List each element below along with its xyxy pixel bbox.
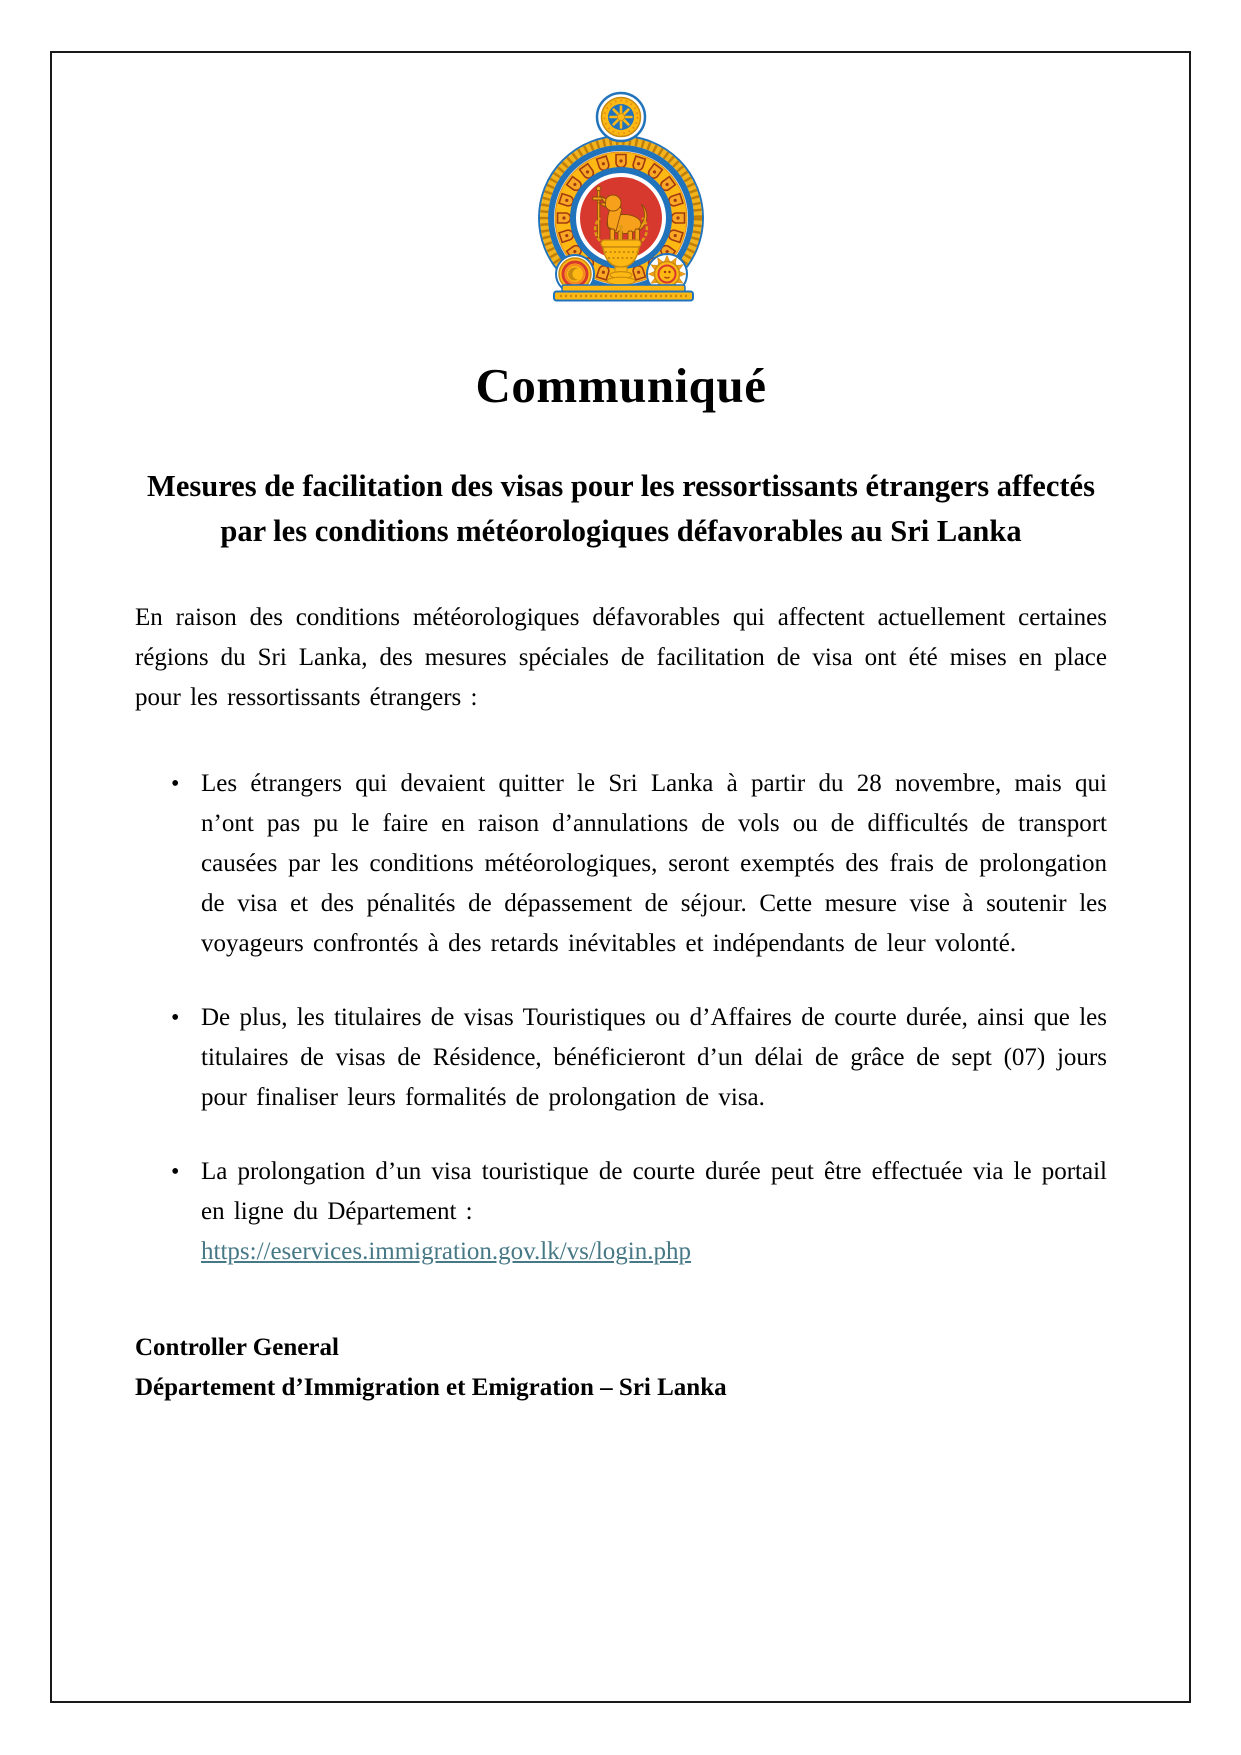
bullet-item-online-portal [171,1152,1107,1272]
bullet-item-grace-period [171,998,1107,1118]
bullet-marker: • [171,771,180,797]
signature-title: Controller General [135,1334,339,1361]
document-subtitle: Mesures de facilitation des visas pour les ressortissants étrangers affectés par les conditions météorologiques défavorables au Sri Lanka [147,469,1095,548]
signature-block [135,1328,1107,1408]
document-title: Communiqué [475,358,767,413]
sri-lanka-national-emblem-icon [536,91,706,311]
dharma-chakra-icon [597,93,645,141]
intro-paragraph: En raison des conditions météorologiques défavorables qui affectent actuellement certaines régions du Sri Lanka, des mesures spéciales de facilitation de visa ont été mises en place pour les ressortissants étrangers : [135,604,1107,711]
bullet-text: Les étrangers qui devaient quitter le Sri Lanka à partir du 28 novembre, mais qui n’ont pas pu le faire en raison d’annulations de vols ou de difficultés de transport causées par les conditions météorologiques, seront exemptés des frais de prolongation de visa et des pénalités de dépassement de séjour. Cette mesure vise à soutenir les voyageurs confrontés à des retards inévitables et indépendants de leur volonté. [201,770,1107,957]
bullet-text: De plus, les titulaires de visas Touristiques ou d’Affaires de courte durée, ainsi que les titulaires de visas de Résidence, bénéficieront d’un délai de grâce de sept (07) jours pour finaliser leurs formalités de prolongation de visa. [201,1004,1107,1111]
eservices-portal-link[interactable]: https://eservices.immigration.gov.lk/vs/login.php [201,1238,692,1265]
base-pedestal [554,285,693,301]
document-content [135,51,1107,1408]
bullet-text: La prolongation d’un visa touristique de courte durée peut être effectuée via le portail en ligne du Département : [201,1158,1107,1225]
bullet-marker: • [171,1005,180,1031]
signature-department: Département d’Immigration et Emigration – Sri Lanka [135,1374,727,1401]
emblem-container [135,91,1107,311]
bullet-item-visa-fee-waiver [171,764,1107,964]
bullet-marker: • [171,1159,180,1185]
bullet-list [135,764,1107,1272]
